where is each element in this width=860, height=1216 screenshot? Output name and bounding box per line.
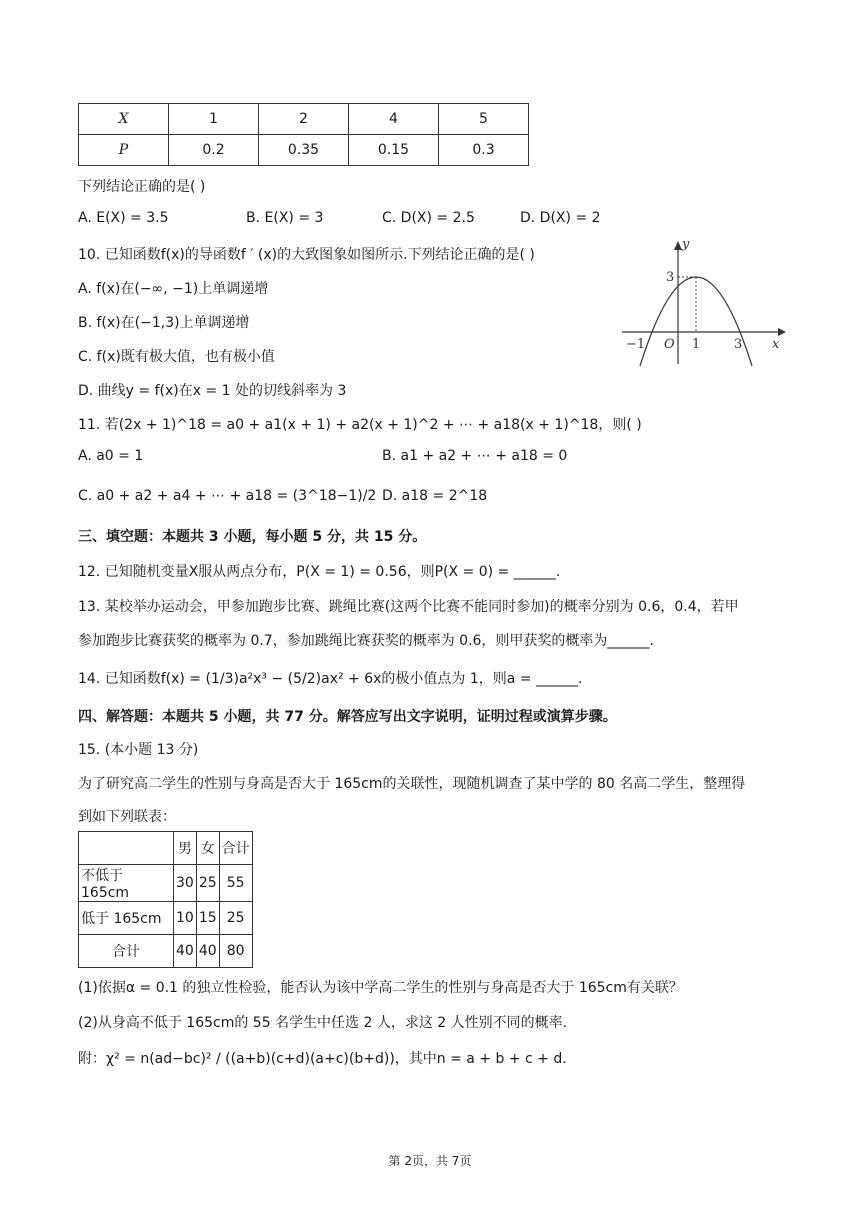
- q14-text: 14. 已知函数f(x) = (1/3)a²x³ − (5/2)ax² + 6x的极小值点为 1，则a = ______.: [78, 671, 583, 687]
- q15-line1: 为了研究高二学生的性别与身高是否大于 165cm的关联性，现随机调查了某中学的 80 名高二学生，整理得: [78, 776, 746, 792]
- table-cell: 2: [259, 104, 349, 135]
- table-cell: 0.15: [349, 135, 439, 166]
- table-cell: 25: [196, 865, 219, 902]
- q11-option-a: A. a0 = 1: [78, 448, 144, 464]
- table-cell: 1: [169, 104, 259, 135]
- q15-part2: (2)从身高不低于 165cm的 55 名学生中任选 2 人，求这 2 人性别不同的概率.: [78, 1015, 568, 1031]
- q13-line2: 参加跑步比赛获奖的概率为 0.7，参加跳绳比赛获奖的概率为 0.6，则甲获奖的概率为______.: [78, 633, 654, 649]
- table-cell: 0.3: [439, 135, 529, 166]
- tick-3-label: 3: [734, 337, 743, 352]
- q10-option-d: D. 曲线y = f(x)在x = 1 处的切线斜率为 3: [78, 383, 347, 399]
- q10-stem: 10. 已知函数f(x)的导函数f ′ (x)的大致图象如图所示.下列结论正确的是( ): [78, 247, 535, 263]
- table-row: [79, 104, 529, 135]
- table-cell: [79, 832, 174, 865]
- table-row: [79, 902, 253, 935]
- table-cell: 低于 165cm: [79, 902, 174, 935]
- q15-header: 15. (本小题 13 分): [78, 742, 199, 758]
- table-cell: 女: [196, 832, 219, 865]
- table-cell: 合计: [219, 832, 252, 865]
- q11-option-d: D. a18 = 2^18: [382, 488, 488, 504]
- q9-option-d: D. D(X) = 2: [520, 210, 601, 226]
- peak-y-label: 3: [666, 270, 675, 285]
- distribution-table: [78, 103, 529, 166]
- table-cell: 25: [219, 902, 252, 935]
- derivative-graph: [618, 236, 788, 366]
- q15-part1: (1)依据α = 0.1 的独立性检验，能否认为该中学高二学生的性别与身高是否大于 165cm有关联？: [78, 980, 683, 996]
- table-cell: P: [79, 135, 169, 166]
- section-heading-solutions: 四、解答题：本题共 5 小题，共 77 分。解答应写出文字说明，证明过程或演算步骤。: [78, 709, 617, 725]
- table-cell: 40: [174, 935, 197, 968]
- table-row: [79, 832, 253, 865]
- q9-option-b: B. E(X) = 3: [246, 210, 324, 226]
- x-axis-arrow: [778, 328, 786, 336]
- table-row: [79, 935, 253, 968]
- contingency-table: [78, 831, 253, 968]
- section-heading-fill-in: 三、填空题：本题共 3 小题，每小题 5 分，共 15 分。: [78, 529, 427, 545]
- table-cell: 0.35: [259, 135, 349, 166]
- q11-option-c: C. a0 + a2 + a4 + ⋯ + a18 = (3^18−1)/2: [78, 488, 377, 504]
- table-cell: X: [79, 104, 169, 135]
- q11-stem: 11. 若(2x + 1)^18 = a0 + a1(x + 1) + a2(x + 1)^2 + ⋯ + a18(x + 1)^18，则( ): [78, 417, 642, 433]
- table-cell: 不低于 165cm: [79, 865, 174, 902]
- q9-option-c: C. D(X) = 2.5: [382, 210, 475, 226]
- page-footer: 第 2页，共 7页: [388, 1154, 472, 1168]
- table-cell: 30: [174, 865, 197, 902]
- q10-option-a: A. f(x)在(−∞, −1)上单调递增: [78, 281, 269, 297]
- x-axis-label: x: [772, 337, 780, 352]
- q12-text: 12. 已知随机变量X服从两点分布，P(X = 1) = 0.56，则P(X = 0) = ______.: [78, 564, 561, 580]
- table-cell: 0.2: [169, 135, 259, 166]
- q13-line1: 13. 某校举办运动会，甲参加跑步比赛、跳绳比赛(这两个比赛不能同时参加)的概率分别为 0.6，0.4，若甲: [78, 599, 739, 615]
- q9-option-a: A. E(X) = 3.5: [78, 210, 169, 226]
- q10-option-b: B. f(x)在(−1,3)上单调递增: [78, 315, 250, 331]
- table-cell: 男: [174, 832, 197, 865]
- table-row: [79, 865, 253, 902]
- table-cell: 40: [196, 935, 219, 968]
- q15-line2: 到如下列联表：: [78, 809, 176, 825]
- y-axis-label: y: [682, 237, 690, 252]
- table-cell: 10: [174, 902, 197, 935]
- tick-1-label: 1: [692, 337, 701, 352]
- tick-neg1-label: −1: [626, 337, 646, 352]
- q11-option-b: B. a1 + a2 + ⋯ + a18 = 0: [382, 448, 568, 464]
- table-cell: 5: [439, 104, 529, 135]
- q9-stem: 下列结论正确的是( ): [78, 179, 206, 195]
- origin-label: O: [664, 337, 675, 352]
- table-cell: 15: [196, 902, 219, 935]
- table-cell: 80: [219, 935, 252, 968]
- y-axis-arrow: [674, 241, 682, 250]
- table-cell: 合计: [79, 935, 174, 968]
- q15-appendix: 附：χ² = n(ad−bc)² / ((a+b)(c+d)(a+c)(b+d))，其中n = a + b + c + d.: [78, 1051, 567, 1067]
- table-cell: 55: [219, 865, 252, 902]
- table-row: [79, 135, 529, 166]
- table-cell: 4: [349, 104, 439, 135]
- q10-option-c: C. f(x)既有极大值，也有极小值: [78, 349, 275, 365]
